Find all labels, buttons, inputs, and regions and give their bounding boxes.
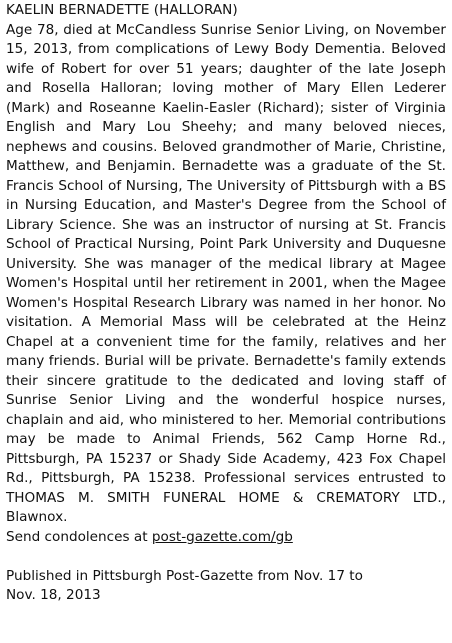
obituary-container xyxy=(6,1,446,606)
condolences-prefix: Send condolences at xyxy=(6,528,152,545)
obituary-body: Age 78, died at McCandless Sunrise Senior Living, on November 15, 2013, from complications of Lewy Body Dementia. Beloved wife of Robert for over 51 years; daughter of the late Joseph and Rosella Halloran; loving mother of Mary Ellen Lederer (Mark) and Roseanne Kaelin-Easler (Richard); sister of Virginia English and Mary Lou Sheehy; and many beloved nieces, nephews and cousins. Beloved grandmother of Marie, Christine, Matthew, and Benjamin. Bernadette was a graduate of the St. Francis School of Nursing, The University of Pittsburgh with a BS in Nursing Education, and Master's Degree from the School of Library Science. She was an instructor of nursing at St. Francis School of Practical Nursing, Point Park University and Duquesne University. She was manager of the medical library at Magee Women's Hospital until her retirement in 2001, when the Magee Women's Hospital Research Library was named in her honor. No visitation. A Memorial Mass will be celebrated at the Heinz Chapel at a convenient time for the family, relatives and her many friends. Burial will be private. Bernadette's family extends their sincere gratitude to the dedicated and loving staff of Sunrise Senior Living and the wonderful hospice nurses, chaplain and aid, who ministered to her. Memorial contributions may be made to Animal Friends, 562 Camp Horne Rd., Pittsburgh, PA 15237 or Shady Side Academy, 423 Fox Chapel Rd., Pittsburgh, PA 15238. Professional services entrusted to THOMAS M. SMITH FUNERAL HOME & CREMATORY LTD., Blawnox. xyxy=(6,21,446,525)
published-info: Published in Pittsburgh Post-Gazette from Nov. 17 to Nov. 18, 2013 xyxy=(6,567,363,603)
condolences-line xyxy=(6,528,446,548)
obituary-heading: KAELIN BERNADETTE (HALLORAN) xyxy=(6,2,238,18)
condolences-link[interactable]: post-gazette.com/gb xyxy=(151,528,293,545)
